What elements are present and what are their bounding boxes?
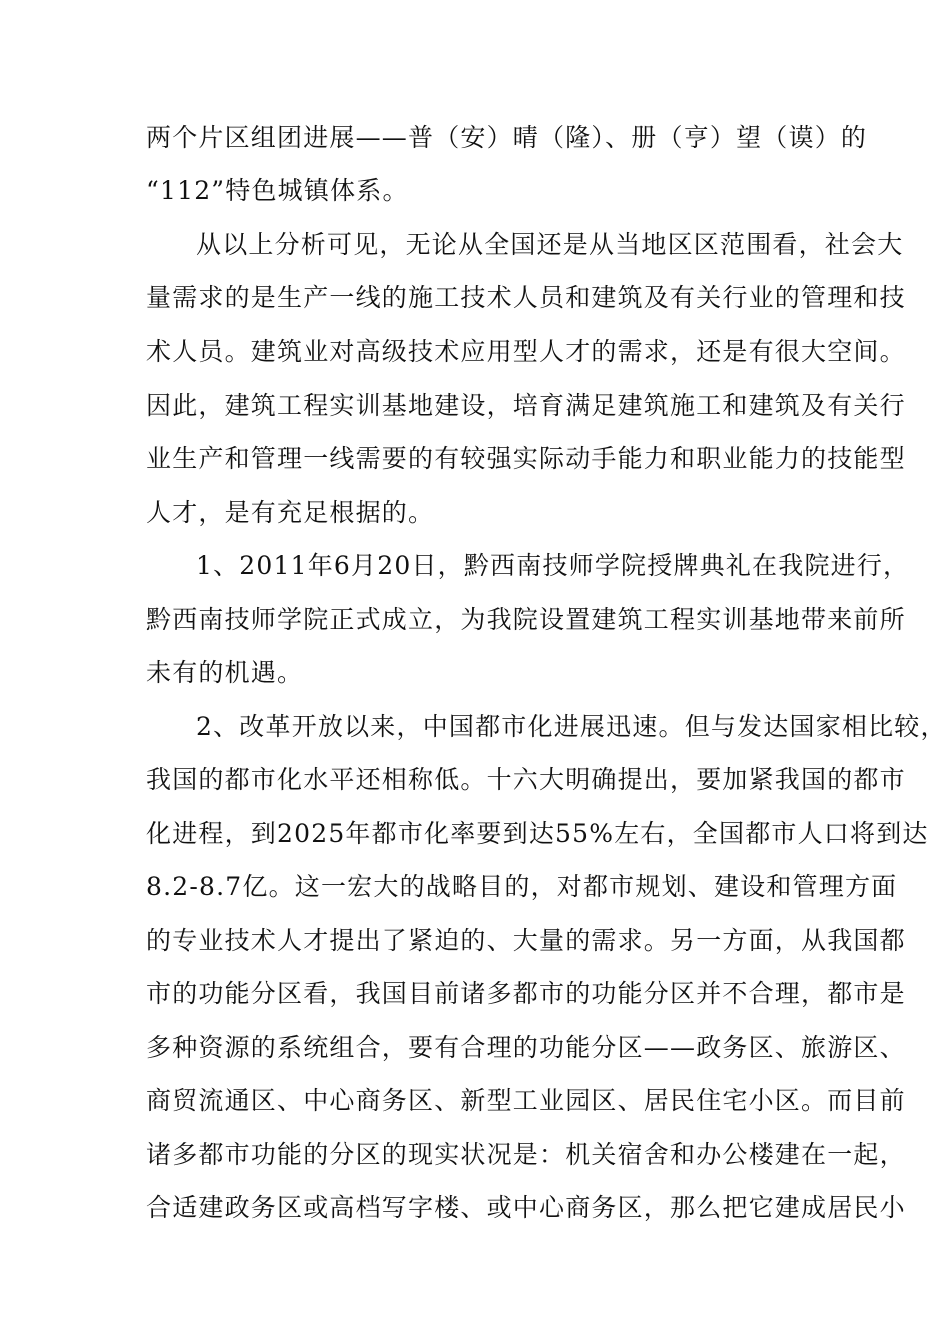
paragraph-start-line: 从以上分析可见，无论从全国还是从当地区区范围看，社会大 — [196, 230, 904, 259]
paragraph-start-line: 2、改革开放以来，中国都市化进展迅速。但与发达国家相比较， — [196, 712, 947, 741]
text-line: 业生产和管理一线需要的有较强实际动手能力和职业能力的技能型 — [146, 444, 906, 473]
text-line: 诸多都市功能的分区的现实状况是：机关宿舍和办公楼建在一起， — [146, 1140, 906, 1169]
text-line: 市的功能分区看，我国目前诸多都市的功能分区并不合理，都市是 — [146, 979, 906, 1008]
text-line: 术人员。建筑业对高级技术应用型人才的需求，还是有很大空间。 — [146, 337, 906, 366]
text-line: 的专业技术人才提出了紧迫的、大量的需求。另一方面，从我国都 — [146, 926, 906, 955]
text-line: 我国的都市化水平还相称低。十六大明确提出，要加紧我国的都市 — [146, 765, 906, 794]
text-line: 人才，是有充足根据的。 — [146, 498, 435, 527]
text-line: 黔西南技师学院正式成立，为我院设置建筑工程实训基地带来前所 — [146, 605, 906, 634]
text-line: 多种资源的系统组合，要有合理的功能分区——政务区、旅游区、 — [146, 1033, 906, 1062]
text-line: 量需求的是生产一线的施工技术人员和建筑及有关行业的管理和技 — [146, 283, 906, 312]
text-line: 化进程，到2025年都市化率要到达55%左右，全国都市人口将到达 — [146, 819, 929, 848]
text-line: 两个片区组团进展——普（安）晴（隆）、册（亨）望（谟）的 — [146, 123, 868, 152]
text-line: 合适建政务区或高档写字楼、或中心商务区，那么把它建成居民小 — [146, 1193, 906, 1222]
paragraph-start-line: 1、2011年6月20日，黔西南技师学院授牌典礼在我院进行， — [196, 551, 910, 580]
text-line: “112”特色城镇体系。 — [146, 176, 409, 205]
text-line: 商贸流通区、中心商务区、新型工业园区、居民住宅小区。而目前 — [146, 1086, 906, 1115]
text-line: 8.2-8.7亿。这一宏大的战略目的，对都市规划、建设和管理方面 — [146, 872, 898, 901]
text-line: 未有的机遇。 — [146, 658, 304, 687]
text-line: 因此，建筑工程实训基地建设，培育满足建筑施工和建筑及有关行 — [146, 391, 906, 420]
